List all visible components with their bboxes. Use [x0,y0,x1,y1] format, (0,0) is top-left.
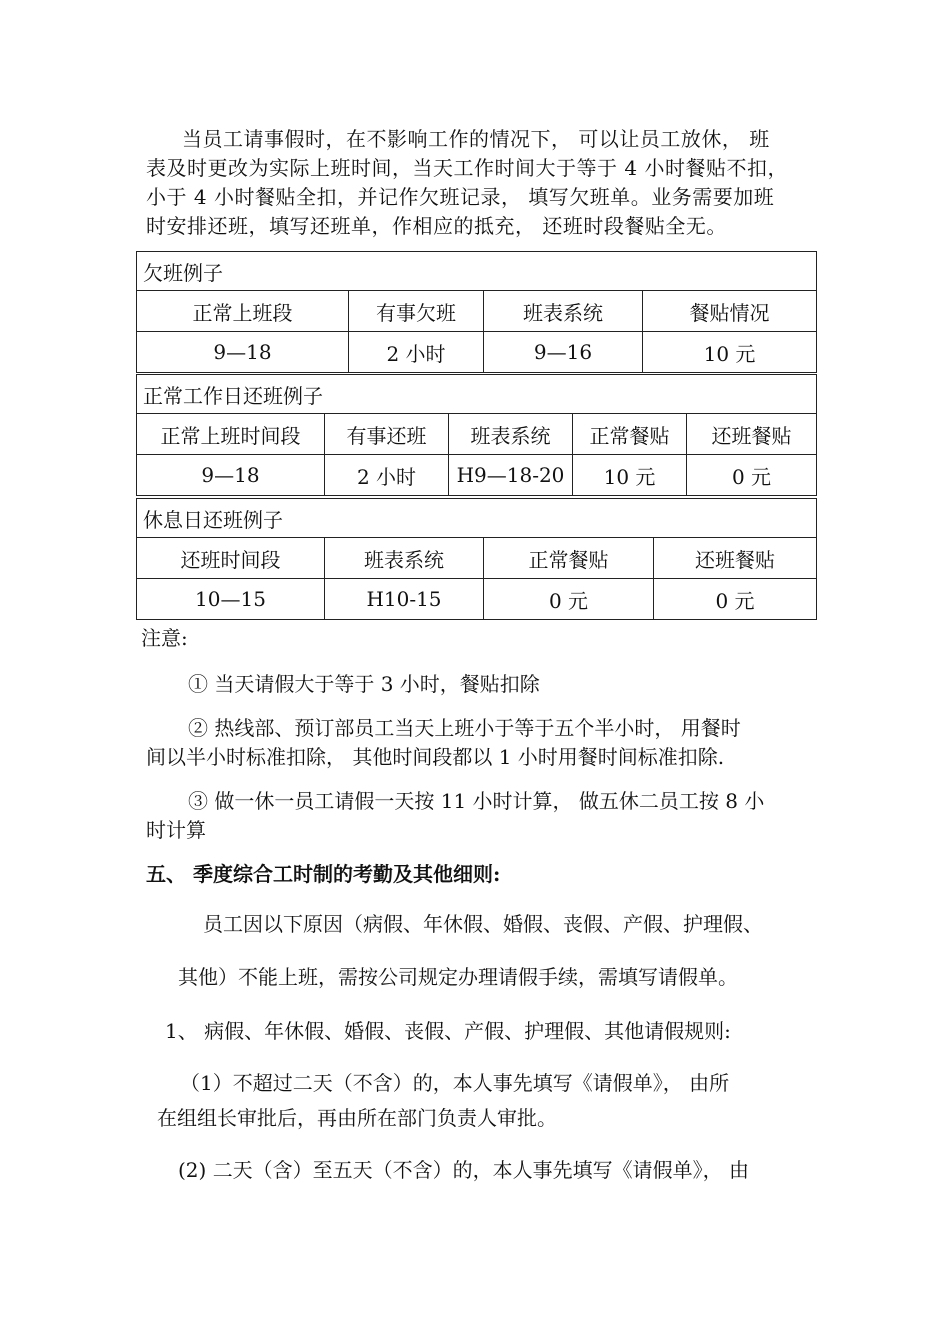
table-cell: 10 元 [643,332,817,373]
table-title: 欠班例子 [137,252,817,291]
table-header: 正常上班时间段 [137,414,325,455]
table-cell: 2 小时 [349,332,484,373]
subrule-1-line-2: 在组组长审批后，再由所在部门负责人审批。 [157,1106,557,1130]
notes-label: 注意: [141,626,188,650]
intro-line-4: 时安排还班，填写还班单，作相应的抵充， 还班时段餐贴全无。 [146,214,727,238]
table-cell: 0 元 [484,579,654,620]
table-title: 正常工作日还班例子 [137,375,817,414]
intro-line-2: 表及时更改为实际上班时间，当天工作时间大于等于 4 小时餐贴不扣， [146,156,788,180]
table-cell: 9—16 [484,332,643,373]
table-header: 班表系统 [484,291,643,332]
note-2-line-1: ② 热线部、预订部员工当天上班小于等于五个半小时， 用餐时 [188,716,741,740]
table-cell: 0 元 [687,455,817,496]
intro-line-3: 小于 4 小时餐贴全扣，并记作欠班记录， 填写欠班单。业务需要加班 [146,185,775,209]
table-cell: 0 元 [654,579,817,620]
table-header: 正常餐贴 [573,414,687,455]
note-2-line-2: 间以半小时标准扣除， 其他时间段都以 1 小时用餐时间标准扣除. [146,745,725,769]
restday-repay-example-table [136,498,817,620]
section-paragraph-line-1: 员工因以下原因（病假、年休假、婚假、丧假、产假、护理假、 [203,912,763,936]
intro-line-1: 当员工请事假时，在不影响工作的情况下， 可以让员工放休， 班 [182,127,770,151]
table-cell: 9—18 [137,455,325,496]
table-title: 休息日还班例子 [137,499,817,538]
table-header: 班表系统 [325,538,484,579]
table-header: 正常餐贴 [484,538,654,579]
table-header: 班表系统 [449,414,573,455]
table-header: 还班餐贴 [687,414,817,455]
subrule-1-line-1: （1）不超过二天（不含）的，本人事先填写《请假单》， 由所 [180,1071,730,1095]
table-header: 还班餐贴 [654,538,817,579]
table-cell: 2 小时 [325,455,449,496]
table-header: 还班时间段 [137,538,325,579]
table-header: 有事还班 [325,414,449,455]
workday-repay-example-table [136,374,817,496]
table-cell: 9—18 [137,332,349,373]
table-cell: 10—15 [137,579,325,620]
rule-item-1: 1、 病假、年休假、婚假、丧假、产假、护理假、其他请假规则: [165,1019,731,1043]
table-header: 餐贴情况 [643,291,817,332]
table-header: 正常上班段 [137,291,349,332]
section-paragraph-line-2: 其他）不能上班，需按公司规定办理请假手续，需填写请假单。 [178,965,738,989]
table-cell: H10-15 [325,579,484,620]
section-heading: 五、 季度综合工时制的考勤及其他细则: [146,862,501,886]
subrule-2-line-1: (2) 二天（含）至五天（不含）的，本人事先填写《请假单》， 由 [178,1158,750,1182]
owed-shift-example-table [136,251,817,373]
table-cell: H9—18-20 [449,455,573,496]
table-header: 有事欠班 [349,291,484,332]
note-3-line-1: ③ 做一休一员工请假一天按 11 小时计算， 做五休二员工按 8 小 [188,789,765,813]
note-1: ① 当天请假大于等于 3 小时，餐贴扣除 [188,672,540,696]
table-cell: 10 元 [573,455,687,496]
note-3-line-2: 时计算 [146,818,206,842]
